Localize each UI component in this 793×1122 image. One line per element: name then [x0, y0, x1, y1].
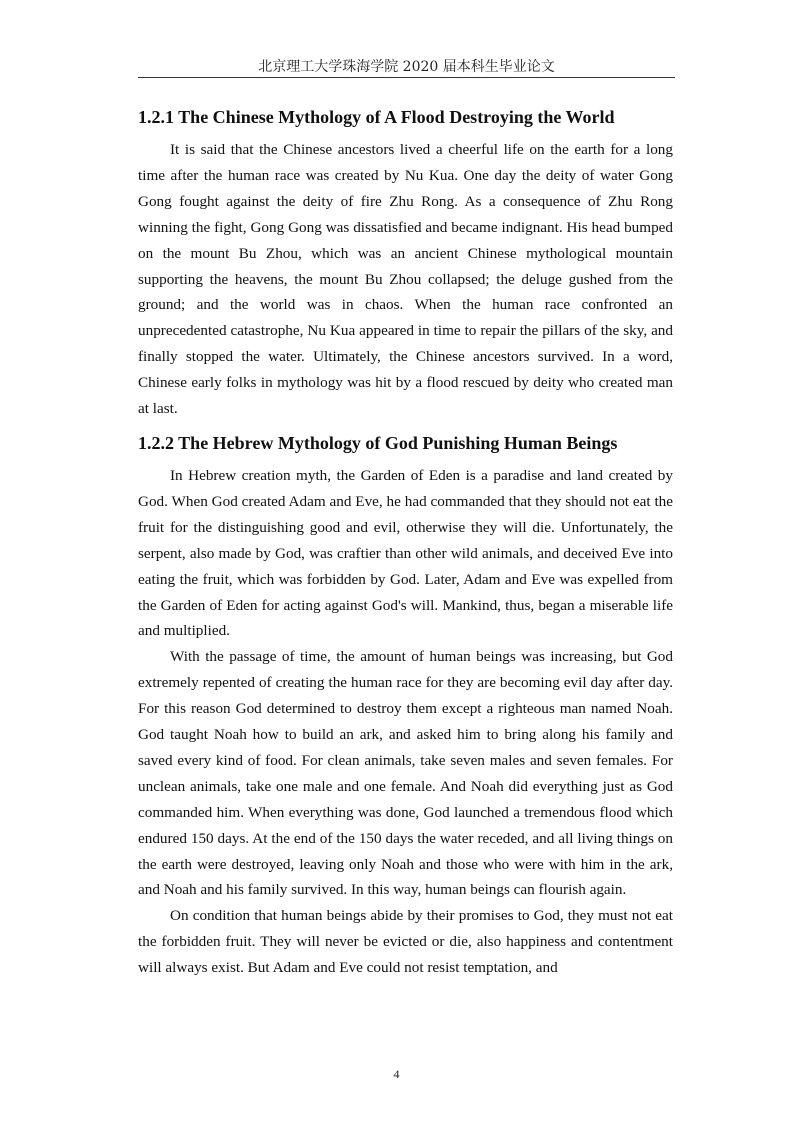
header-divider: [138, 77, 675, 78]
main-content: [138, 102, 673, 981]
paragraph: It is said that the Chinese ancestors lived a cheerful life on the earth for a long time after the human race was created by Nu Kua. One day the deity of water Gong Gong fought against the deity of fire Zhu Rong. As a consequence of Zhu Rong winning the fight, Gong Gong was dissatisfied and became indignant. His head bumped on the mount Bu Zhou, which was an ancient Chinese mythological mountain supporting the heavens, the mount Bu Zhou collapsed; the deluge gushed from the ground; and the world was in chaos. When the human race confronted an unprecedented catastrophe, Nu Kua appeared in time to repair the pillars of the sky, and finally stopped the water. Ultimately, the Chinese ancestors survived. In a word, Chinese early folks in mythology was hit by a flood rescued by deity who created man at last.: [138, 141, 673, 418]
section-heading-1-2-2: 1.2.2 The Hebrew Mythology of God Punishing Human Beings: [138, 432, 618, 453]
section-body-1-2-2: [138, 463, 673, 981]
paragraph: On condition that human beings abide by their promises to God, they must not eat the forbidden fruit. They will never be evicted or die, also happiness and contentment will always exist. But Adam and Eve could not resist temptation, and: [138, 907, 673, 977]
paragraph: With the passage of time, the amount of human beings was increasing, but God extremely repented of creating the human race for they are becoming evil day after day. For this reason God determined to destroy them except a righteous man named Noah. God taught Noah how to build an ark, and asked him to bring along his family and saved every kind of food. For clean animals, take seven males and seven females. For unclean animals, take one male and one female. And Noah did everything just as God commanded him. When everything was done, God launched a tremendous flood which endured 150 days. At the end of the 150 days the water receded, and all living things on the earth were destroyed, leaving only Noah and those who were with him in the ark, and Noah and his family survived. In this way, human beings can flourish again.: [138, 648, 673, 899]
page-header: 北京理工大学珠海学院 2020 届本科生毕业论文: [258, 59, 555, 75]
paragraph: In Hebrew creation myth, the Garden of Eden is a paradise and land created by God. When God created Adam and Eve, he had commanded that they should not eat the fruit for the distinguishing good and evil, otherwise they will die. Unfortunately, the serpent, also made by God, was craftier than other wild animals, and deceived Eve into eating the fruit, which was forbidden by God. Later, Adam and Eve was expelled from the Garden of Eden for acting against God's will. Mankind, thus, began a miserable life and multiplied.: [138, 466, 673, 640]
section-heading-1-2-1: 1.2.1 The Chinese Mythology of A Flood Destroying the World: [138, 107, 615, 127]
page-number: 4: [393, 1067, 400, 1081]
section-body-1-2-1: [138, 137, 673, 422]
